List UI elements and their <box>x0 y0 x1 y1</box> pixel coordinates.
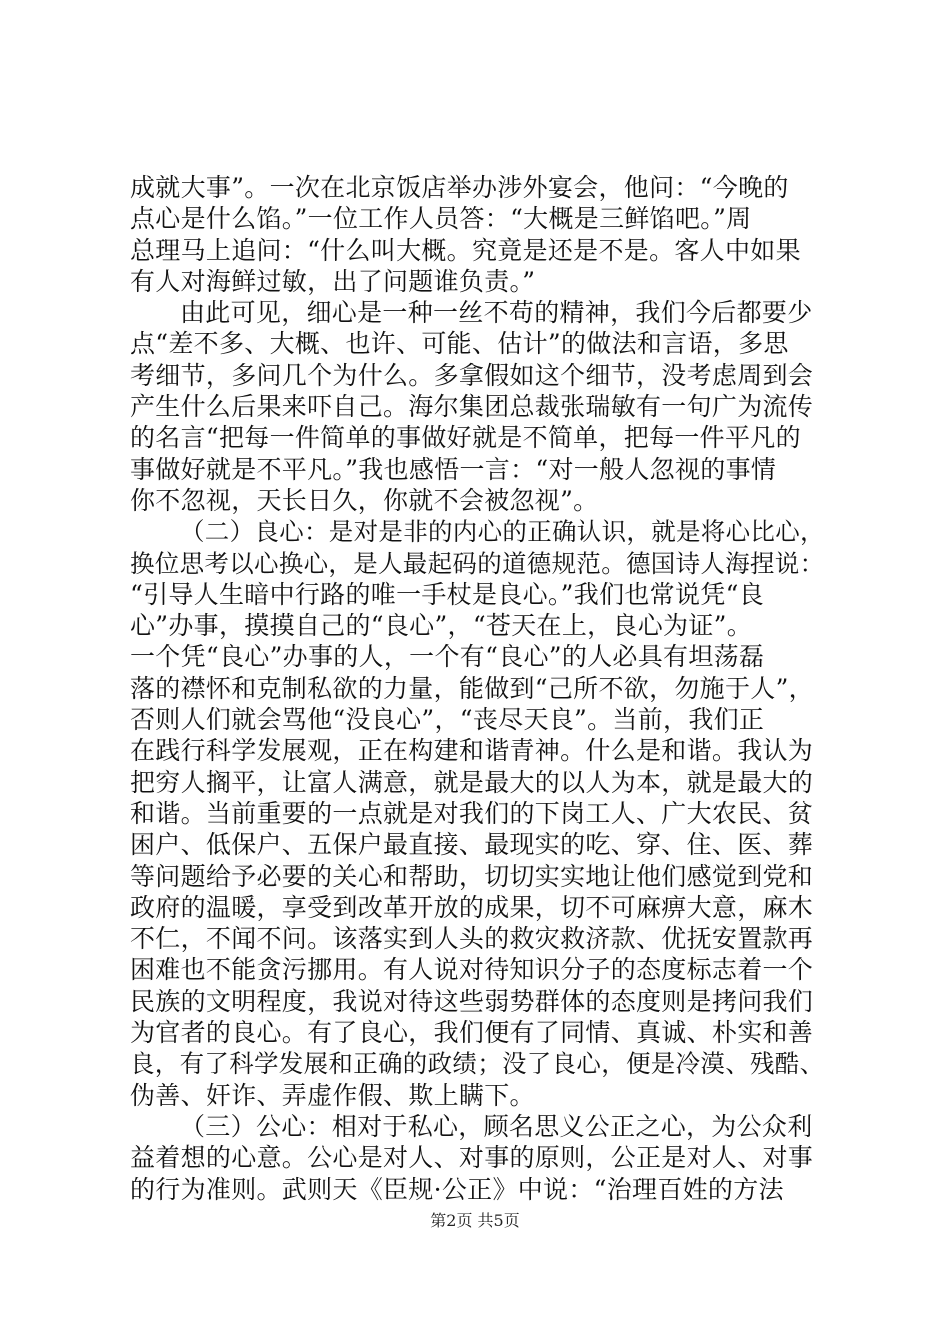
text-line: 你不忽视，天长日久，你就不会被忽视”。 <box>130 485 599 515</box>
text-line: 政府的温暖，享受到改革开放的成果，切不可麻痹大意，麻木 <box>130 892 814 922</box>
text-line: 民族的文明程度，我说对待这些弱势群体的态度则是拷问我们 <box>130 986 814 1016</box>
text-line: 点“差不多、大概、也许、可能、估计”的做法和言语，多思 <box>130 329 789 359</box>
text-line: 困难也不能贪污挪用。有人说对待知识分子的态度标志着一个 <box>130 955 814 985</box>
text-line: 否则人们就会骂他“没良心”，“丧尽天良”。当前，我们正 <box>130 705 765 735</box>
text-line: 成就大事”。一次在北京饭店举办涉外宴会，他问：“今晚的 <box>130 173 789 202</box>
text-line: 把穷人搁平，让富人满意，就是最大的以人为本，就是最大的 <box>130 767 814 797</box>
text-line: 不仁，不闻不问。该落实到人头的救灾救济款、优抚安置款再 <box>130 924 814 954</box>
text-line: 伪善、奸诈、弄虚作假、欺上瞒下。 <box>130 1080 535 1110</box>
text-line: “引导人生暗中行路的唯一手杖是良心。”我们也常说凭“良 <box>130 579 764 609</box>
text-line: 换位思考以心换心，是人最起码的道德规范。德国诗人海捏说： <box>130 548 825 578</box>
body-text <box>130 172 830 1205</box>
text-line: 产生什么后果来吓自己。海尔集团总裁张瑞敏有一句广为流传 <box>130 392 814 422</box>
text-line: 的行为准则。武则天《臣规·公正》中说：“治理百姓的方法 <box>130 1174 784 1204</box>
text-line: 困户、低保户、五保户最直接、最现实的吃、穿、住、医、葬 <box>130 830 814 860</box>
text-line: 为官者的良心。有了良心，我们便有了同情、真诚、朴实和善 <box>130 1018 814 1048</box>
text-line: 考细节，多问几个为什么。多拿假如这个细节，没考虑周到会 <box>130 360 814 390</box>
text-line: 落的襟怀和克制私欲的力量，能做到“己所不欲，勿施于人”， <box>130 673 814 703</box>
text-line: 事做好就是不平凡。”我也感悟一言：“对一般人忽视的事情 <box>130 454 777 484</box>
text-line: 和谐。当前重要的一点就是对我们的下岗工人、广大农民、贫 <box>130 798 814 828</box>
text-line: 心”办事，摸摸自己的“良心”，“苍天在上，良心为证”。 <box>130 611 753 641</box>
text-line: （三）公心：相对于私心，顾名思义公正之心，为公众利 <box>180 1111 813 1141</box>
text-line: 的名言“把每一件简单的事做好就是不简单，把每一件平凡的 <box>130 423 801 453</box>
text-line: 一个凭“良心”办事的人，一个有“良心”的人必具有坦荡磊 <box>130 642 765 672</box>
text-line: 总理马上追问：“什么叫大概。究竟是还是不是。客人中如果 <box>130 235 801 265</box>
text-line: 有人对海鲜过敏，出了问题谁负责。” <box>130 266 536 296</box>
text-line: 由此可见，细心是一种一丝不苟的精神，我们今后都要少 <box>180 298 813 328</box>
text-line: 点心是什么馅。”一位工作人员答：“大概是三鲜馅吧。”周 <box>130 204 752 234</box>
page-footer: 第2页 共5页 <box>430 1211 520 1230</box>
text-line: 等问题给予必要的关心和帮助，切切实实地让他们感觉到党和 <box>130 861 814 891</box>
text-line: 在践行科学发展观，正在构建和谐青神。什么是和谐。我认为 <box>130 736 814 766</box>
text-line: （二）良心：是对是非的内心的正确认识，就是将心比心， <box>180 517 825 547</box>
text-line: 良，有了科学发展和正确的政绩；没了良心，便是冷漠、残酷、 <box>130 1049 825 1079</box>
text-line: 益着想的心意。公心是对人、对事的原则，公正是对人、对事 <box>130 1143 814 1173</box>
